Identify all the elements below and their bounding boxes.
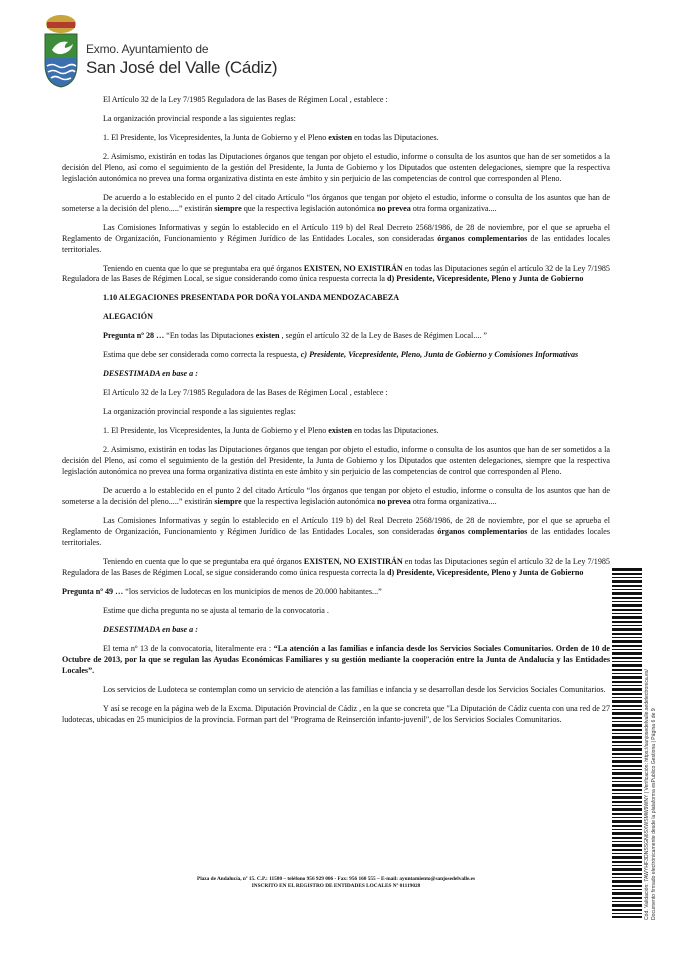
barcode-bar xyxy=(612,645,642,647)
barcode-bar xyxy=(612,709,642,710)
barcode-bar xyxy=(612,801,642,803)
paragraph xyxy=(62,193,610,215)
barcode-bar xyxy=(612,897,642,899)
barcode-bar xyxy=(612,609,642,611)
barcode-bar xyxy=(612,637,642,638)
barcode-bar xyxy=(612,733,642,734)
text-segment: “En todas las Diputaciones xyxy=(166,331,256,341)
paragraph xyxy=(62,587,610,598)
barcode-bar xyxy=(612,577,642,578)
text-segment: no prevea xyxy=(376,203,411,213)
barcode-bar xyxy=(612,885,642,887)
barcode-bar xyxy=(612,640,642,643)
text-segment: La organización provincial responde a las siguientes reglas: xyxy=(103,407,296,417)
text-segment: Estime que dicha pregunta no se ajusta al temario de la convocatoria . xyxy=(103,605,329,615)
barcode-bar xyxy=(612,808,642,811)
text-segment: Estima que debe ser considerada como correcta la respuesta, xyxy=(103,350,301,360)
barcode-bar xyxy=(612,825,642,827)
text-segment: DESESTIMADA en base a : xyxy=(103,369,198,379)
text-segment: que la respectiva legislación autonómica xyxy=(241,203,377,213)
barcode-bar xyxy=(612,628,642,631)
barcode-bar xyxy=(612,916,642,918)
signature-note: Documento firmado electrónicamente desde la plataforma esPublico Gestiona | Página 6 de 9 xyxy=(651,708,657,920)
barcode-bar xyxy=(612,832,642,835)
barcode-bar xyxy=(612,769,642,770)
text-segment: otra forma organizativa.... xyxy=(410,497,497,507)
text-segment: La organización provincial responde a las siguientes reglas: xyxy=(103,114,296,123)
barcode-bar xyxy=(612,601,642,602)
barcode-bar xyxy=(612,573,642,575)
barcode-bar xyxy=(612,813,642,815)
barcode-bar xyxy=(612,829,642,830)
barcode-bar xyxy=(612,817,642,818)
text-segment: El tema nº 13 de la convocatoria, literalmente era : xyxy=(103,643,274,653)
text-segment: no prevea xyxy=(376,497,411,507)
barcode-bar xyxy=(612,669,642,671)
text-segment: de las entidades locales territoriales. xyxy=(62,233,610,254)
text-segment: que la respectiva legislación autonómica xyxy=(241,497,377,507)
barcode-bar xyxy=(612,657,642,659)
barcode-bar xyxy=(612,736,642,739)
text-segment: EXISTEN, NO EXISTIRÁN xyxy=(303,263,403,273)
barcode-bar xyxy=(612,772,642,775)
paragraph xyxy=(62,293,610,304)
text-segment: “La atención a las familias e infancia desde los Servicios Sociales Comunitarios. Orden de 10 de Octubre de 2013, por la que se regulan las Ayudas Económicas Familiares y su gestión mediante la cooperación entre la Junta de Andalucía y las Entidades Locales”. xyxy=(62,643,610,675)
paragraph xyxy=(62,152,610,185)
text-segment: en todas las Diputaciones. xyxy=(352,426,439,436)
paragraph xyxy=(62,486,610,508)
barcode-bar xyxy=(612,781,642,782)
paragraph xyxy=(62,445,610,478)
barcode-bar xyxy=(612,652,642,655)
barcode-bar xyxy=(612,724,642,727)
text-segment: Pregunta nº 28 … xyxy=(103,331,167,341)
barcode-bar xyxy=(612,853,642,854)
text-segment: Los servicios de Ludoteca se contemplan como un servicio de atención a las familias e infancia y se desarrollan desde los Servicios Sociales Comunitarios. xyxy=(103,684,606,694)
barcode-bar xyxy=(612,729,642,731)
barcode-bar xyxy=(612,664,642,667)
paragraph xyxy=(62,331,610,342)
text-segment: d) Presidente, Vicepresidente, Pleno y Junta de Gobierno xyxy=(386,567,584,577)
text-segment: órganos complementarios xyxy=(437,527,528,537)
barcode-bar xyxy=(612,820,642,823)
barcode-bar xyxy=(612,697,642,698)
text-segment: en todas las Diputaciones. xyxy=(352,133,439,142)
barcode-bar xyxy=(612,748,642,751)
text-segment: existen xyxy=(328,133,353,142)
text-segment: Teniendo en cuenta que lo que se preguntaba era qué órganos xyxy=(103,556,304,566)
barcode-bar xyxy=(612,844,642,847)
paragraph xyxy=(62,557,610,579)
barcode-bar xyxy=(612,837,642,839)
text-segment: c) Presidente, Vicepresidente, Pleno, Junta de Gobierno y Comisiones Informativas xyxy=(300,350,579,360)
barcode-bar xyxy=(612,717,642,719)
barcode-bar xyxy=(612,901,642,902)
barcode-bar xyxy=(612,868,642,871)
barcode-bar xyxy=(612,597,642,599)
paragraph xyxy=(62,625,610,636)
footer-address: Plaza de Andalucía, nº 15. C.P.: 11580 – teléfono 956 929 006 - Fax: 956 160 555 – E-mail: ayuntamiento@sanjosedelvalle.es xyxy=(196,876,476,882)
paragraph xyxy=(62,426,610,437)
barcode-bar xyxy=(612,693,642,695)
barcode-bar xyxy=(612,856,642,859)
barcode-bar xyxy=(612,604,642,607)
validation-sidebar xyxy=(644,590,670,920)
paragraph xyxy=(62,350,610,361)
barcode-bar xyxy=(612,757,642,758)
text-segment: 1. El Presidente, los Vicepresidentes, la Junta de Gobierno y el Pleno xyxy=(103,426,329,436)
text-segment: siempre xyxy=(214,203,242,213)
paragraph xyxy=(62,704,610,726)
text-segment: Teniendo en cuenta que lo que se preguntaba era qué órganos xyxy=(103,263,304,273)
barcode-bar xyxy=(612,849,642,851)
barcode-bar xyxy=(612,616,642,619)
barcode-bar xyxy=(612,741,642,743)
coat-of-arms-icon xyxy=(42,14,80,88)
barcode-bar xyxy=(612,777,642,779)
barcode-bar xyxy=(612,909,642,911)
org-name-line2: San José del Valle (Cádiz) xyxy=(86,58,278,77)
barcode-bar xyxy=(612,789,642,791)
text-segment: en todas las Diputaciones según el artículo 32 de la Ley 7/1985 Reguladora de las Bases de Régimen Local, se sigue considerando como única respuesta correcta la xyxy=(62,263,610,284)
footer xyxy=(62,876,610,891)
barcode-bar xyxy=(612,796,642,799)
barcode-bar xyxy=(612,745,642,746)
validation-code: Cód. Validación: 7AWYHF3DNSSGN6SXWSMW9WNY | Verificación: https://sanjosedelvalle.sedelectronica.es/ xyxy=(644,669,650,920)
barcode-bar xyxy=(612,676,642,679)
paragraph xyxy=(62,685,610,696)
barcode-bar xyxy=(612,649,642,650)
text-segment: ALEGACIÓN xyxy=(103,312,153,322)
barcode-bar xyxy=(612,873,642,875)
text-segment: De acuerdo a lo establecido en el punto 2 del citado Artículo “los órganos que tengan por objeto el estudio, informe o consulta de los asuntos que han de someterse a la decisión del pleno.....” existirán xyxy=(62,486,610,507)
barcode-bar xyxy=(612,661,642,662)
org-name-line1: Exmo. Ayuntamiento de xyxy=(86,42,209,56)
text-segment: EXISTEN, NO EXISTIRÁN xyxy=(303,556,403,566)
barcode-bar xyxy=(612,721,642,722)
barcode-bar xyxy=(612,712,642,715)
barcode-bar xyxy=(612,889,642,890)
barcode-bar xyxy=(612,568,642,571)
barcode-bar xyxy=(612,904,642,907)
text-segment: Pregunta nº 49 … xyxy=(62,586,126,596)
barcode-bar xyxy=(612,913,642,914)
paragraph xyxy=(62,133,610,144)
text-segment: DESESTIMADA en base a : xyxy=(103,624,198,634)
barcode-bar xyxy=(612,592,642,595)
barcode-bar xyxy=(612,765,642,767)
paragraph xyxy=(62,407,610,418)
barcode-bar xyxy=(612,877,642,878)
paragraph xyxy=(62,312,610,323)
validation-text xyxy=(644,590,658,920)
text-segment: Y así se recoge en la página web de la Excma. Diputación Provincial de Cádiz , en la que se concreta que "La Diputación de Cádiz cuenta con una red de 27 ludotecas, ubicadas en 25 municipios de la provincia. Forman part del "Programa de Reinserción infanto-juvenil", de los Servicios Sociales Comunitarios. xyxy=(62,703,610,724)
text-segment: 1.10 ALEGACIONES PRESENTADA POR DOÑA YOLANDA MENDOZACABEZA xyxy=(103,293,400,303)
text-segment: 2. Asimismo, existirán en todas las Diputaciones órganos que tengan por objeto el estudio, informe o consulta de los asuntos que han de ser sometidos a la decisión del Pleno, así como el seguimiento de la gestión del Presidente, la Junta de Gobierno y los Diputados que ostenten delegaciones, siempre que la respectiva legislación autonómica no prevea una forma organizativa distinta en este ámbito y sin perjuicio de las competencias de control que corresponden al Pleno. xyxy=(62,152,610,183)
document-body xyxy=(62,95,610,734)
barcode-bar xyxy=(612,633,642,635)
barcode-bar xyxy=(612,760,642,763)
barcode-bar xyxy=(612,685,642,686)
paragraph xyxy=(62,606,610,617)
barcode-bar xyxy=(612,880,642,883)
text-segment: existen xyxy=(255,331,280,341)
barcode-bar xyxy=(612,589,642,590)
text-segment: , según el artículo 32 de la Ley de Bases de Régimen Local.... ” xyxy=(279,331,487,341)
footer-registry: INSCRITO EN EL REGISTRO DE ENTIDADES LOCALES Nº 01119028 xyxy=(251,883,421,890)
paragraph xyxy=(62,644,610,677)
paragraph xyxy=(62,223,610,256)
text-segment: órganos complementarios xyxy=(437,233,528,243)
letterhead xyxy=(42,14,302,90)
text-segment: en todas las Diputaciones según el artículo 32 de la Ley 7/1985 Reguladora de las Bases de Régimen Local, se sigue considerando como única respuesta correcta la xyxy=(62,556,610,577)
barcode-bar xyxy=(612,805,642,806)
text-segment: Las Comisiones Informativas y según lo establecido en el Artículo 119 b) del Real Decreto 2568/1986, de 28 de noviembre, por el que se aprueba el Reglamento de Organización, Funcionamiento y Régimen Jurídico de las Entidades Locales, son consideradas xyxy=(62,222,610,243)
text-segment: otra forma organizativa.... xyxy=(410,203,497,213)
paragraph xyxy=(62,95,610,106)
text-segment: existen xyxy=(328,426,353,436)
barcode-bar xyxy=(612,673,642,674)
barcode-bar xyxy=(612,784,642,787)
barcode-bar xyxy=(612,793,642,794)
barcode-bar xyxy=(612,681,642,683)
text-segment: De acuerdo a lo establecido en el punto 2 del citado Artículo “los órganos que tengan por objeto el estudio, informe o consulta de los asuntos que han de someterse a la decisión del pleno.....” existirán xyxy=(62,192,610,213)
barcode-bar xyxy=(612,861,642,863)
barcode-bar xyxy=(612,580,642,583)
text-segment: 1. El Presidente, los Vicepresidentes, la Junta de Gobierno y el Pleno xyxy=(103,133,329,142)
barcode-bar xyxy=(612,700,642,703)
text-segment: El Artículo 32 de la Ley 7/1985 Reguladora de las Bases de Régimen Local , establece : xyxy=(103,95,388,104)
barcode-bar xyxy=(612,705,642,707)
barcode-bar xyxy=(612,688,642,691)
barcode-icon xyxy=(612,568,642,918)
barcode-bar xyxy=(612,892,642,895)
text-segment: “los servicios de ludotecas en los municipios de menos de 20.000 habitantes...” xyxy=(125,586,382,596)
barcode-bar xyxy=(612,625,642,626)
text-segment: d) Presidente, Vicepresidente, Pleno y Junta de Gobierno xyxy=(386,274,584,284)
paragraph xyxy=(62,516,610,549)
barcode-bar xyxy=(612,865,642,866)
text-segment: Las Comisiones Informativas y según lo establecido en el Artículo 119 b) del Real Decreto 2568/1986, de 28 de noviembre, por el que se aprueba el Reglamento de Organización, Funcionamiento y Régimen Jurídico de las Entidades Locales, son consideradas xyxy=(62,516,610,537)
barcode-bar xyxy=(612,753,642,755)
paragraph xyxy=(62,388,610,399)
text-segment: El Artículo 32 de la Ley 7/1985 Reguladora de las Bases de Régimen Local , establece : xyxy=(103,388,388,398)
text-segment: de las entidades locales territoriales. xyxy=(62,527,610,547)
barcode-bar xyxy=(612,613,642,614)
barcode-bar xyxy=(612,621,642,623)
text-segment: siempre xyxy=(214,497,242,507)
paragraph xyxy=(62,369,610,380)
barcode-bar xyxy=(612,841,642,842)
paragraph xyxy=(62,264,610,286)
barcode-bar xyxy=(612,585,642,587)
paragraph xyxy=(62,114,610,125)
text-segment: 2. Asimismo, existirán en todas las Diputaciones órganos que tengan por objeto el estudio, informe o consulta de los asuntos que han de ser sometidos a la decisión del Pleno, así como el seguimiento de la gestión del Presidente, la Junta de Gobierno y los Diputados que ostenten delegaciones, siempre que la respectiva legislación autonómica no prevea una forma organizativa distinta en este ámbito y sin perjuicio de las competencias de control que corresponden al Pleno. xyxy=(62,445,610,477)
